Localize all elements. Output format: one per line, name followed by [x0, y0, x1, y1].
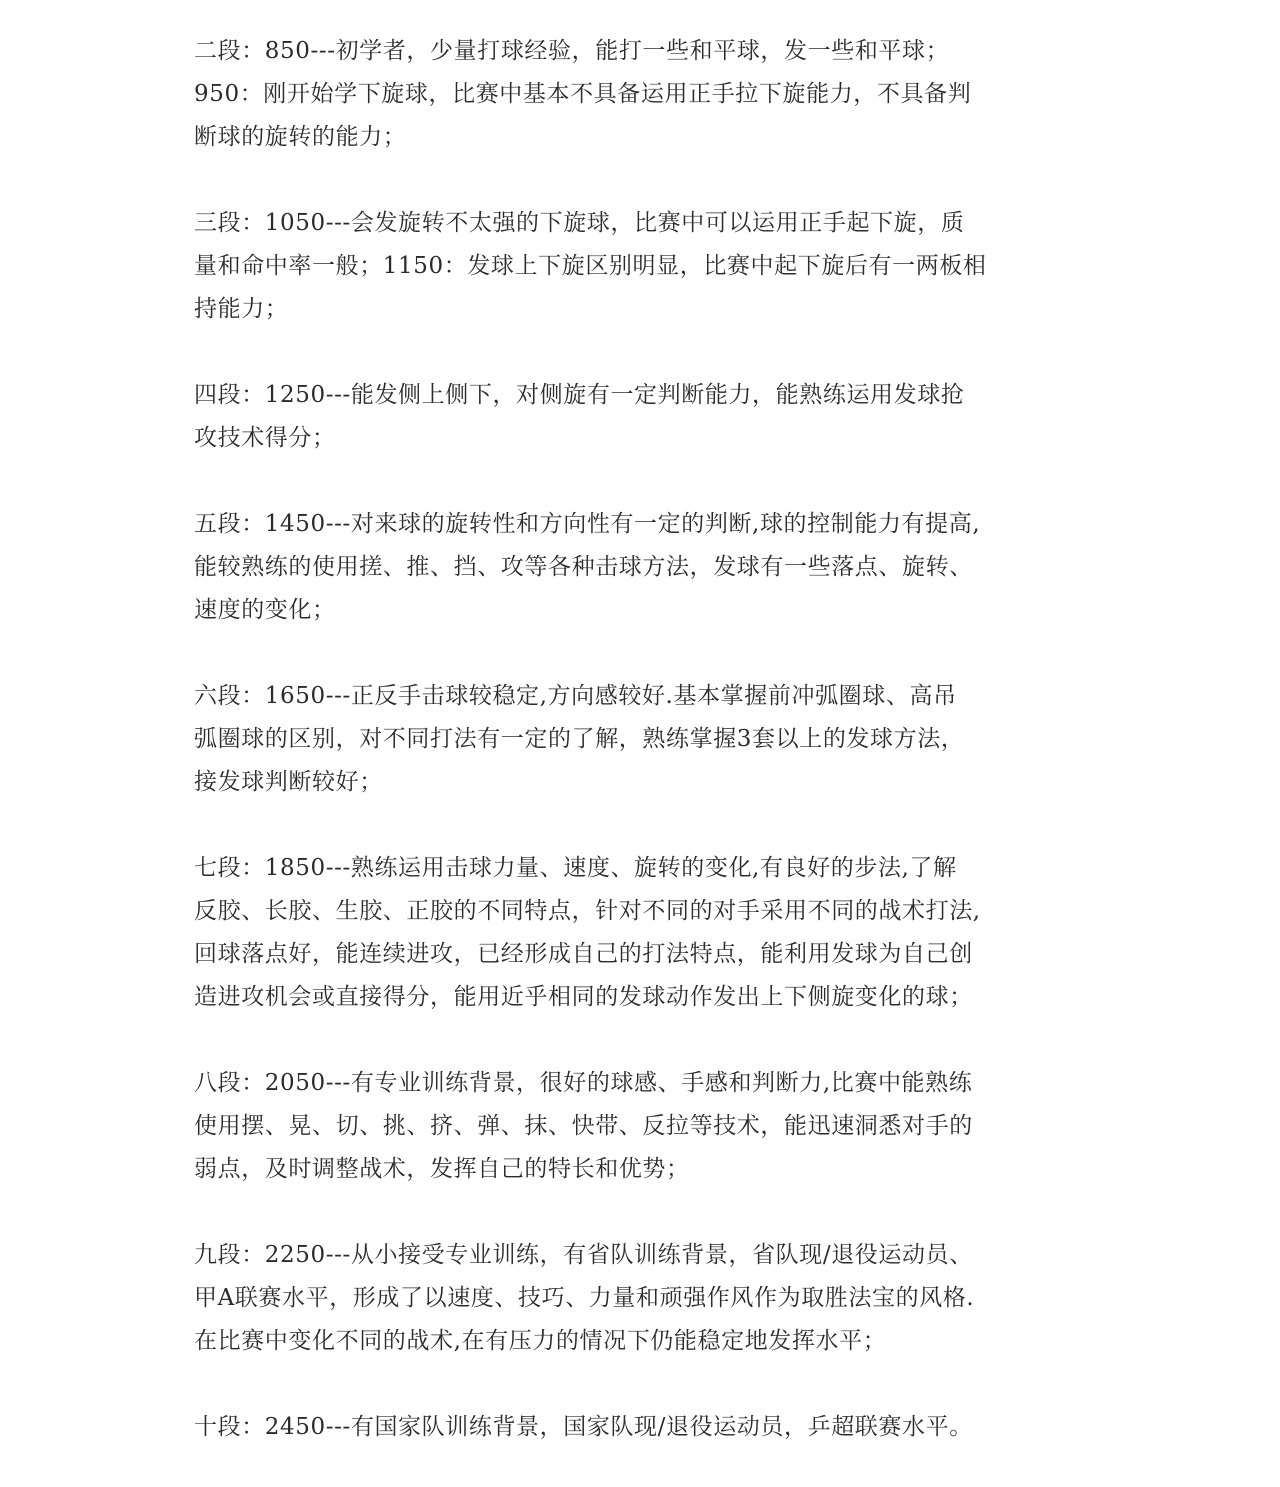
text-line: 接发球判断较好；: [194, 769, 383, 795]
document-body: [194, 30, 1074, 1449]
text-line: 回球落点好，能连续进攻，已经形成自己的打法特点，能利用发球为自己创: [194, 941, 973, 967]
text-line: 持能力；: [194, 296, 289, 322]
paragraph-level-10: [194, 1406, 1074, 1449]
text-line: 七段：1850---熟练运用击球力量、速度、旋转的变化,有良好的步法,了解: [194, 855, 957, 881]
text-line: 能较熟练的使用搓、推、挡、攻等各种击球方法，发球有一些落点、旋转、: [194, 554, 973, 580]
text-line: 断球的旋转的能力；: [194, 124, 407, 150]
text-line: 弧圈球的区别，对不同打法有一定的了解，熟练掌握3套以上的发球方法，: [194, 726, 965, 752]
text-line: 量和命中率一般；1150：发球上下旋区别明显，比赛中起下旋后有一两板相: [194, 253, 987, 279]
text-line: 950：刚开始学下旋球，比赛中基本不具备运用正手拉下旋能力，不具备判: [194, 81, 972, 107]
paragraph-level-4: [194, 374, 1074, 460]
text-line: 速度的变化；: [194, 597, 336, 623]
paragraph-level-3: [194, 202, 1074, 331]
text-line: 甲A联赛水平，形成了以速度、技巧、力量和顽强作风作为取胜法宝的风格.: [194, 1285, 975, 1311]
text-line: 三段：1050---会发旋转不太强的下旋球，比赛中可以运用正手起下旋，质: [194, 210, 965, 236]
text-line: 攻技术得分；: [194, 425, 336, 451]
paragraph-level-8: [194, 1062, 1074, 1191]
text-line: 十段：2450---有国家队训练背景，国家队现/退役运动员，乒超联赛水平。: [194, 1414, 973, 1440]
text-line: 二段：850---初学者，少量打球经验，能打一些和平球，发一些和平球；: [194, 38, 950, 64]
text-line: 四段：1250---能发侧上侧下，对侧旋有一定判断能力，能熟练运用发球抢: [194, 382, 965, 408]
text-line: 造进攻机会或直接得分，能用近乎相同的发球动作发出上下侧旋变化的球；: [194, 984, 973, 1010]
paragraph-level-5: [194, 503, 1074, 632]
text-line: 六段：1650---正反手击球较稳定,方向感较好.基本掌握前冲弧圈球、高吊: [194, 683, 957, 709]
text-line: 五段：1450---对来球的旋转性和方向性有一定的判断,球的控制能力有提高,: [194, 511, 981, 537]
text-line: 弱点，及时调整战术，发挥自己的特长和优势；: [194, 1156, 690, 1182]
paragraph-level-9: [194, 1234, 1074, 1363]
text-line: 八段：2050---有专业训练背景，很好的球感、手感和判断力,比赛中能熟练: [194, 1070, 973, 1096]
text-line: 反胶、长胶、生胶、正胶的不同特点，针对不同的对手采用不同的战术打法,: [194, 898, 981, 924]
text-line: 九段：2250---从小接受专业训练，有省队训练背景，省队现/退役运动员、: [194, 1242, 973, 1268]
text-line: 在比赛中变化不同的战术,在有压力的情况下仍能稳定地发挥水平；: [194, 1328, 887, 1354]
text-line: 使用摆、晃、切、挑、挤、弹、抹、快带、反拉等技术，能迅速洞悉对手的: [194, 1113, 973, 1139]
paragraph-level-7: [194, 847, 1074, 1019]
paragraph-level-2: [194, 30, 1074, 159]
paragraph-level-6: [194, 675, 1074, 804]
